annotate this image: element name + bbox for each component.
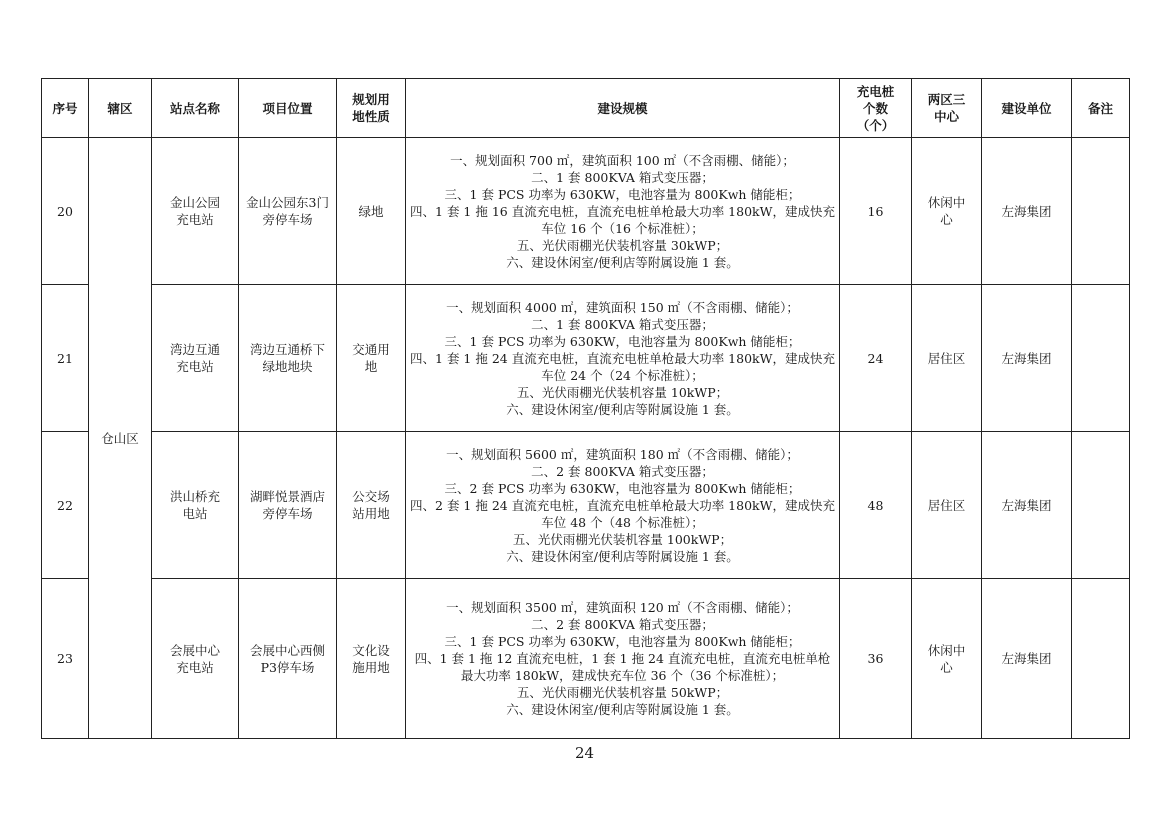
scale-line: 三、1 套 PCS 功率为 630KW，电池容量为 800Kwh 储能柜；: [444, 186, 801, 202]
remark-cell: [1072, 285, 1130, 432]
scale-line: 一、规划面积 5600 ㎡，建筑面积 180 ㎡（不含雨棚、储能）；: [446, 446, 799, 462]
scale-line: 四、1 套 1 拖 12 直流充电桩，1 套 1 拖 24 直流充电桩，直流充电桩单枪最大功率 180kW，建成快充车位 36 个（36 个标准桩）；: [414, 651, 831, 683]
land-use-cell: 绿地: [337, 138, 406, 285]
builder-cell: 左海集团: [982, 579, 1072, 739]
seq-cell: 22: [42, 432, 89, 579]
header-scale: 建设规模: [406, 79, 840, 138]
table-row: [42, 579, 1130, 739]
scale-cell: [406, 138, 840, 285]
scale-line: 二、1 套 800KVA 箱式变压器；: [531, 169, 714, 185]
remark-cell: [1072, 432, 1130, 579]
scale-line: 二、1 套 800KVA 箱式变压器；: [531, 316, 714, 332]
station-cell: 会展中心充电站: [152, 579, 239, 739]
location-cell: 湖畔悦景酒店旁停车场: [239, 432, 337, 579]
land-use-cell: 公交场站用地: [337, 432, 406, 579]
builder-cell: 左海集团: [982, 138, 1072, 285]
scale-line: 三、1 套 PCS 功率为 630KW，电池容量为 800Kwh 储能柜；: [444, 634, 801, 649]
header-piles: 充电桩个数（个）: [840, 79, 912, 138]
piles-cell: 16: [840, 138, 912, 285]
scale-line: 四、1 套 1 拖 24 直流充电桩，直流充电桩单枪最大功率 180kW，建成快充车位 24 个（24 个标准桩）；: [410, 350, 835, 383]
station-cell: 金山公园充电站: [152, 138, 239, 285]
table-row: [42, 285, 1130, 432]
header-center: 两区三中心: [912, 79, 982, 138]
remark-cell: [1072, 138, 1130, 285]
scale-line: 六、建设休闲室/便利店等附属设施 1 套。: [506, 548, 739, 564]
scale-line: 一、规划面积 4000 ㎡，建筑面积 150 ㎡（不含雨棚、储能）；: [446, 299, 799, 315]
scale-cell: [406, 285, 840, 432]
table-header-row: [42, 79, 1130, 138]
seq-cell: 20: [42, 138, 89, 285]
center-cell: 休闲中心: [912, 579, 982, 739]
scale-cell: [406, 432, 840, 579]
table-row: [42, 432, 1130, 579]
scale-line: 六、建设休闲室/便利店等附属设施 1 套。: [506, 254, 739, 270]
district-cell: 仓山区: [89, 138, 152, 739]
scale-line: 五、光伏雨棚光伏装机容量 50kWP；: [516, 685, 729, 700]
scale-line: 一、规划面积 3500 ㎡，建筑面积 120 ㎡（不含雨棚、储能）；: [446, 600, 799, 615]
header-seq: 序号: [42, 79, 89, 138]
header-remark: 备注: [1072, 79, 1130, 138]
seq-cell: 21: [42, 285, 89, 432]
center-cell: 居住区: [912, 285, 982, 432]
piles-cell: 24: [840, 285, 912, 432]
page-number: 24: [574, 744, 595, 762]
land-use-cell: 交通用地: [337, 285, 406, 432]
location-cell: 金山公园东3门旁停车场: [239, 138, 337, 285]
scale-line: 二、2 套 800KVA 箱式变压器；: [531, 463, 714, 479]
scale-line: 二、2 套 800KVA 箱式变压器；: [531, 617, 714, 632]
location-cell: 会展中心西侧P3停车场: [239, 579, 337, 739]
scale-line: 六、建设休闲室/便利店等附属设施 1 套。: [506, 401, 739, 417]
scale-line: 五、光伏雨棚光伏装机容量 30kWP；: [516, 237, 729, 253]
header-station: 站点名称: [152, 79, 239, 138]
table-row: [42, 138, 1130, 285]
scale-cell: [406, 579, 840, 739]
scale-line: 四、2 套 1 拖 24 直流充电桩，直流充电桩单枪最大功率 180kW，建成快充车位 48 个（48 个标准桩）；: [410, 497, 835, 530]
builder-cell: 左海集团: [982, 432, 1072, 579]
header-district: 辖区: [89, 79, 152, 138]
header-builder: 建设单位: [982, 79, 1072, 138]
header-land-use: 规划用地性质: [337, 79, 406, 138]
station-cell: 湾边互通充电站: [152, 285, 239, 432]
scale-line: 四、1 套 1 拖 16 直流充电桩，直流充电桩单枪最大功率 180kW，建成快充车位 16 个（16 个标准桩）；: [410, 203, 835, 236]
center-cell: 休闲中心: [912, 138, 982, 285]
station-cell: 洪山桥充电站: [152, 432, 239, 579]
charging-station-table: [41, 78, 1130, 739]
remark-cell: [1072, 579, 1130, 739]
piles-cell: 48: [840, 432, 912, 579]
header-location: 项目位置: [239, 79, 337, 138]
piles-cell: 36: [840, 579, 912, 739]
scale-line: 六、建设休闲室/便利店等附属设施 1 套。: [506, 702, 739, 717]
scale-line: 三、2 套 PCS 功率为 630KW，电池容量为 800Kwh 储能柜；: [444, 480, 801, 496]
seq-cell: 23: [42, 579, 89, 739]
builder-cell: 左海集团: [982, 285, 1072, 432]
scale-line: 五、光伏雨棚光伏装机容量 10kWP；: [516, 384, 729, 400]
scale-line: 五、光伏雨棚光伏装机容量 100kWP；: [512, 531, 733, 547]
location-cell: 湾边互通桥下绿地地块: [239, 285, 337, 432]
land-use-cell: 文化设施用地: [337, 579, 406, 739]
scale-line: 一、规划面积 700 ㎡，建筑面积 100 ㎡（不含雨棚、储能）；: [450, 152, 795, 168]
center-cell: 居住区: [912, 432, 982, 579]
scale-line: 三、1 套 PCS 功率为 630KW，电池容量为 800Kwh 储能柜；: [444, 333, 801, 349]
